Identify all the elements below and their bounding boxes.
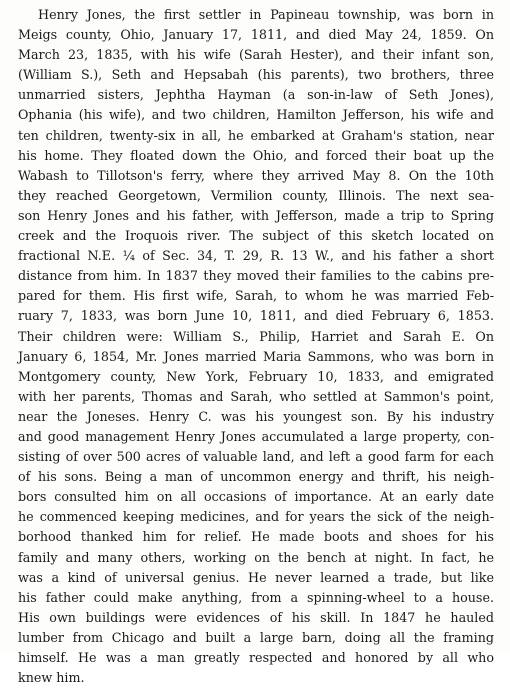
text-line: His own buildings were evidences of his skill. In 1847 he hauled [18,609,494,625]
text-line: with her parents, Thomas and Sarah, who settled at Sammon's point, [18,388,494,404]
text-line: himself. He was a man greatly respected and honored by all who [18,650,494,665]
text-line: his home. They floated down the Ohio, and forced their boat up the [18,147,494,163]
text-line: Montgomery county, New York, February 10, 1833, and emigrated [18,368,494,384]
text-line: Meigs county, Ohio, January 17, 1811, and died May 24, 1859. On [18,27,494,43]
text-line: March 23, 1835, with his wife (Sarah Hester), and their infant son, [18,47,494,63]
text-line: of his sons. Being a man of uncommon energy and thrift, his neigh- [18,469,494,485]
biography-paragraph [18,5,494,688]
text-line: Their children were: William S., Philip, Harriet and Sarah E. On [18,328,494,344]
text-line: distance from him. In 1837 they moved their families to the cabins pre- [18,268,494,284]
text-line: Wabash to Tillotson's ferry, where they arrived May 8. On the 10th [18,167,494,183]
text-line: he commenced keeping medicines, and for years the sick of the neigh- [18,509,494,525]
text-line: knew him. [18,670,85,686]
text-line: pared for them. His first wife, Sarah, to whom he was married Feb- [18,288,494,304]
text-line: ten children, twenty-six in all, he embarked at Graham's station, near [18,127,494,143]
text-line: and good management Henry Jones accumulated a large property, con- [18,428,494,444]
text-line: (William S.), Seth and Hepsabah (his parents), two brothers, three [18,67,494,83]
text-line: creek and the Iroquois river. The subject of this sketch located on [18,228,494,244]
text-line: bors consulted him on all occasions of importance. At an early date [18,489,494,505]
text-line: lumber from Chicago and built a large barn, doing all the framing [18,629,494,645]
text-line: Henry Jones, the first settler in Papineau township, was born in [38,7,494,22]
text-line: fractional N.E. ¼ of Sec. 34, T. 29, R. 13 W., and his father a short [18,248,494,264]
text-line: his father could make anything, from a spinning-wheel to a house. [18,589,494,605]
text-line: borhood thanked him for relief. He made boots and shoes for his [18,529,494,545]
text-line: sisting of over 500 acres of valuable land, and left a good farm for each [18,449,494,465]
text-line: unmarried sisters, Jephtha Hayman (a son-in-law of Seth Jones), [18,87,494,103]
text-line: ruary 7, 1833, was born June 10, 1811, and died February 6, 1853. [18,308,494,324]
text-line: was a kind of universal genius. He never learned a trade, but like [18,569,494,585]
text-line: near the Joneses. Henry C. was his youngest son. By his industry [18,408,494,424]
text-line: family and many others, working on the bench at night. In fact, he [18,549,494,565]
text-line: son Henry Jones and his father, with Jefferson, made a trip to Spring [18,207,494,223]
text-line: they reached Georgetown, Vermilion county, Illinois. The next sea- [18,187,494,203]
text-line: Ophania (his wife), and two children, Hamilton Jefferson, his wife and [18,107,494,123]
text-line: January 6, 1854, Mr. Jones married Maria Sammons, who was born in [18,348,494,364]
